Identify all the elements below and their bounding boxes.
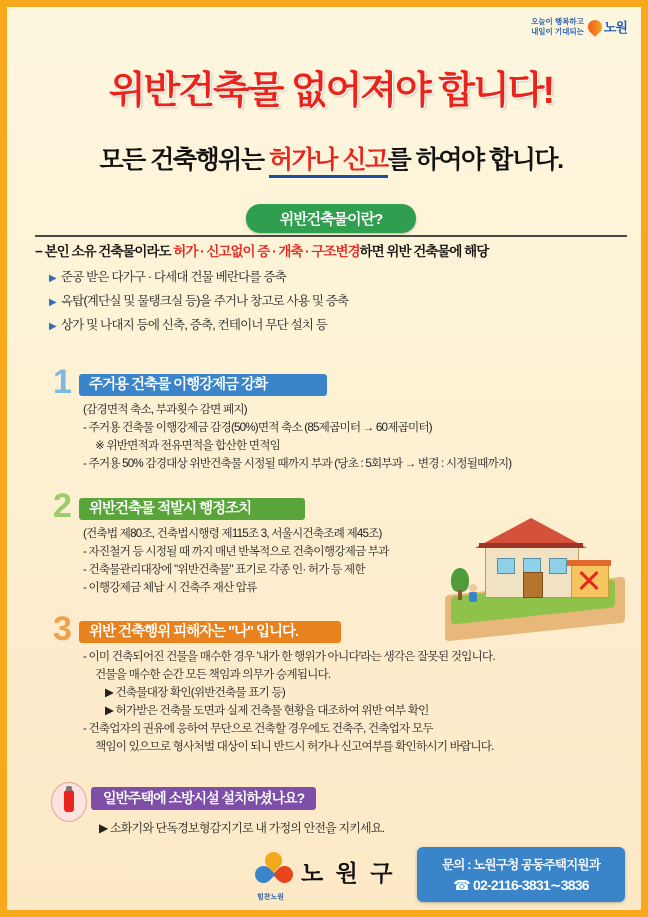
section-2-line: - 건축물관리대장에 "위반건축물" 표기로 각종 인· 허가 등 제한 [83, 562, 365, 576]
petal-icon [585, 17, 605, 37]
nowon-brand-logo [531, 17, 627, 36]
page-title: 위반건축물 없어져야 합니다! [108, 70, 554, 112]
subtitle-post: 를 하여야 합니다. [387, 146, 563, 174]
annex-roof-shape [567, 560, 611, 566]
person-icon [469, 584, 477, 602]
section-2-heading: 위반건축물 적발시 행정조치 [79, 498, 305, 520]
definition-item-label: 상가 및 나대지 등에 신축, 증축, 컨테이너 무단 설치 등 [60, 318, 328, 332]
definition-item-label: 준공 받은 다가구 · 다세대 건물 베란다를 증축 [60, 270, 286, 284]
section-1-heading: 주거용 건축물 이행강제금 강화 [79, 374, 327, 396]
brand-name: 노원 [603, 20, 627, 35]
section-3-body [83, 648, 623, 756]
section-2-line: - 이행강제금 체납 시 건축주 재산 압류 [83, 580, 257, 594]
window-icon [497, 558, 515, 574]
tree-trunk-shape [458, 590, 462, 600]
triangle-icon: ▶ [49, 297, 56, 308]
definition-item-label: 옥탑(계단실 및 물탱크실 등)을 주거나 창고로 사용 및 증축 [60, 294, 349, 308]
triangle-icon: ▶ [49, 273, 56, 284]
section-1-line: - 주거용 건축물 이행강제금 감경(50%)면적 축소 (85제곱미터 → 60제곱미터) [83, 420, 432, 434]
brand-slogan-line1: 오늘이 행복하고 [531, 17, 584, 27]
section-1-line: (감경면적 축소, 부과횟수 감면 폐지) [83, 403, 247, 416]
footer-logo-label: 힘찬노원 [257, 894, 285, 901]
definition-divider [35, 235, 627, 237]
extinguisher-top-shape [66, 786, 72, 791]
brand-mark [588, 17, 627, 36]
section-3-number: 3 [53, 610, 72, 648]
section-3-line: 건물을 매수한 순간 모든 책임과 의무가 승계됩니다. [95, 667, 331, 681]
person-head-shape [469, 584, 477, 592]
brand-slogan-line2: 내일이 기대되는 [531, 26, 584, 36]
section-2-line: - 자진철거 등 시정될 때 까지 매년 반복적으로 건축이행강제금 부과 [83, 544, 389, 558]
triangle-icon: ▶ [49, 321, 56, 332]
door-icon [523, 572, 543, 598]
contact-phone: ☎ 02-2116-3831∼3836 [453, 877, 589, 893]
section-3-heading: 위반 건축행위 피해자는 "나" 입니다. [79, 621, 341, 643]
nowon-symbol-icon [255, 852, 293, 901]
window-icon [549, 558, 567, 574]
footer-logo [255, 852, 396, 901]
person-body-shape [469, 592, 477, 602]
page-subtitle [7, 140, 648, 176]
section-3-line: - 이미 건축되어진 건물을 매수한 경우 '내가 한 행위가 아니다'라는 생각은 잘못된 것입니다. [83, 650, 495, 663]
section-2-body [83, 525, 413, 597]
definition-pill: 위반건축물이란? [246, 204, 417, 233]
definition-band [7, 204, 648, 233]
section-3-line: 책임이 있으므로 형사처벌 대상이 되니 반드시 허가나 신고여부를 확인하시기 바랍니다. [95, 739, 494, 753]
district-name: 노 원 구 [301, 859, 396, 886]
subtitle-pre: 모든 건축행위는 [99, 146, 269, 174]
tree-icon [451, 568, 469, 592]
fire-extinguisher-icon [51, 782, 87, 822]
definition-list [35, 240, 635, 339]
contact-department: 문의 : 노원구청 공동주택지원과 [442, 858, 600, 872]
violation-x-icon [577, 568, 601, 592]
definition-item [49, 267, 635, 285]
brand-slogan [531, 17, 584, 36]
definition-item [49, 315, 635, 333]
house-illustration [445, 512, 625, 632]
roof-edge-shape [479, 543, 583, 548]
section-1-line: - 주거용 50% 감경대상 위반건축물 시정될 때까지 부과 (당초 : 5회부과 → 변경 : 시정될때까지) [83, 456, 512, 470]
definition-main-highlight: 허가 · 신고없이 증 · 개축 · 구조변경 [173, 244, 360, 259]
extinguisher-body-shape [64, 790, 74, 812]
section-3-line: - 건축업자의 권유에 응하여 무단으로 건축할 경우에도 건축주, 건축업자 모두 [83, 721, 433, 735]
section-3-line: ▶ 건축물대장 확인(위반건축물 표기 등) [105, 685, 285, 699]
fire-safety-heading: 일반주택에 소방시설 설치하셨나요? [91, 787, 316, 810]
section-1-line: ※ 위반면적과 전유면적을 합산한 면적임 [95, 438, 280, 452]
definition-main-pre: − 본인 소유 건축물이라도 [35, 244, 174, 259]
section-2-number: 2 [53, 487, 72, 525]
section-3-line: ▶ 허가받은 건축물 도면과 실제 건축물 현황을 대조하여 위반 여부 확인 [105, 703, 429, 717]
definition-main-post: 하면 위반 건축물에 해당 [359, 244, 489, 259]
definition-item [49, 291, 635, 309]
definition-main [35, 240, 635, 260]
section-1-number: 1 [53, 363, 72, 401]
section-1-body [83, 401, 623, 473]
section-2-line: (건축법 제80조, 건축법시행령 제115조 3, 서울시건축조례 제45조) [83, 527, 382, 540]
fire-safety-body: ▶ 소화기와 단독경보형감지기로 내 가정의 안전을 지키세요. [99, 821, 385, 835]
subtitle-highlight: 허가나 신고 [269, 146, 388, 178]
contact-box [417, 847, 625, 902]
